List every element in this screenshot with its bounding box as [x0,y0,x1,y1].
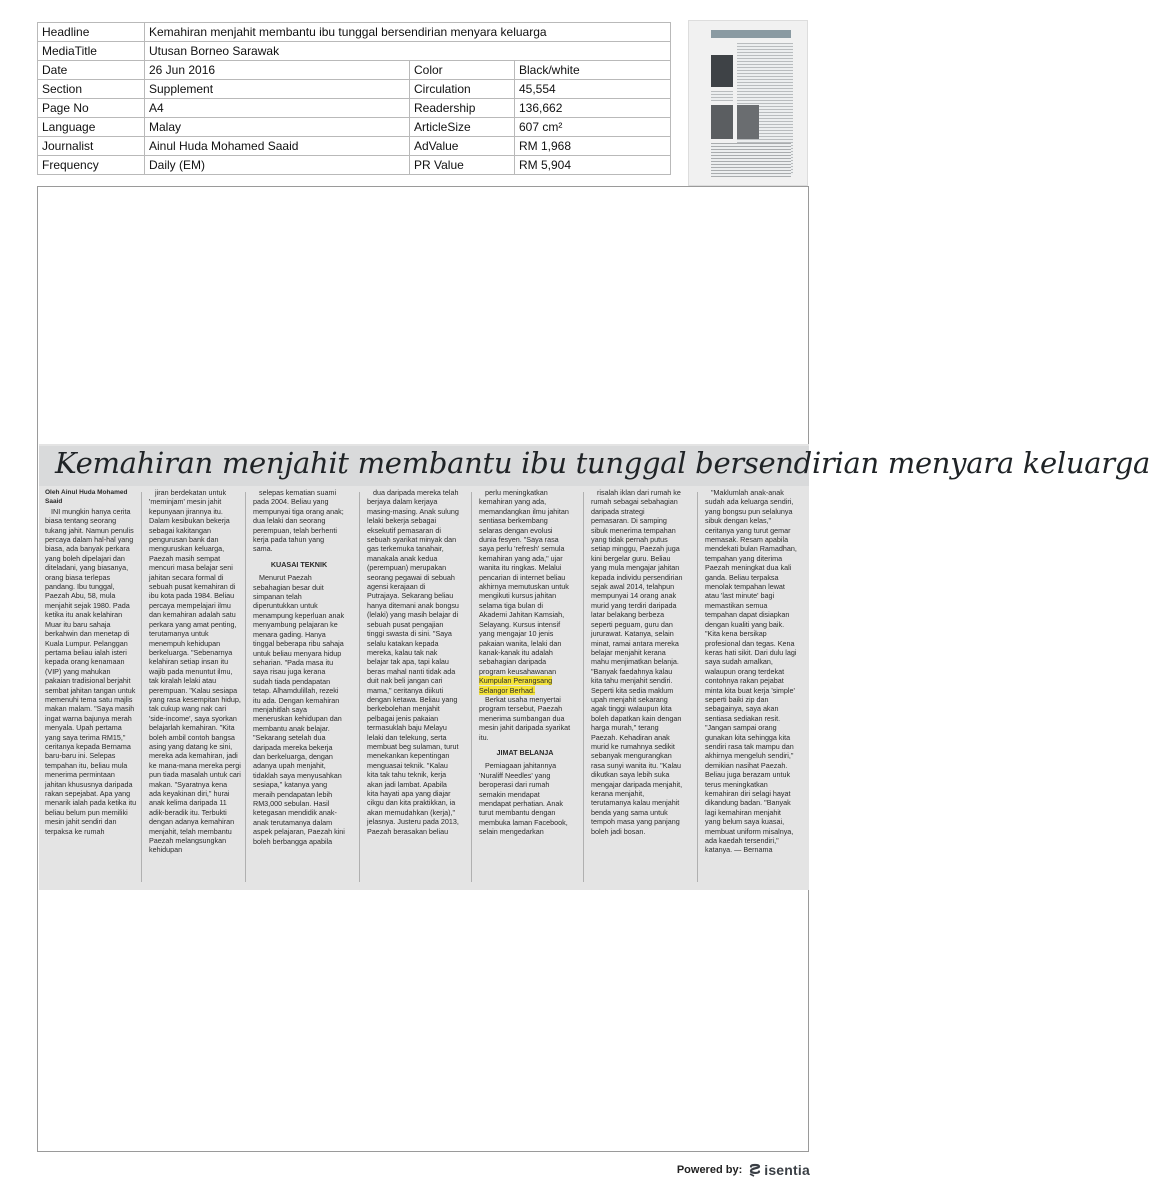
metadata-row [38,80,671,99]
article-column-4 [367,488,459,886]
metadata-label: Language [38,118,145,137]
article-byline: Oleh Ainul Huda Mohamed Saaid [45,489,128,506]
article-metadata-table [37,22,671,175]
metadata-row [38,42,671,61]
article-column-3 [253,488,345,886]
article-column-6 [591,488,683,886]
metadata-value: 45,554 [515,80,671,99]
column-divider [359,492,360,882]
column-divider [471,492,472,882]
column-text: Berkat usaha menyertai program tersebut, Paezah menerima sumbangan dua mesin jahit daripada syarikat itu. [479,694,571,742]
footer-branding [677,1161,810,1179]
article-column-2 [149,488,241,886]
metadata-label: Section [38,80,145,99]
metadata-value: A4 [145,99,410,118]
metadata-label: Color [410,61,515,80]
article-column-1 [45,488,137,886]
column-text: risalah iklan dari rumah ke rumah sebagai sebahagian daripada strategi pemasaran. Di samping sibuk menerima tempahan yang tidak pernah putus setiap minggu, Paezah juga kini bergelar guru. Beliau yang mula mengajar jahitan kepada individu persendirian sejak awal 2014, telahpun mempunyai 14 orang anak murid yang terdiri daripada latar belakang berbeza seperti peguam, guru dan jururawat. Katanya, selain minat, ramai antara mereka belajar menjahit kerana mahu menjimatkan belanja. "Banyak faedahnya kalau kita tahu menjahit sendiri. Seperti kita sedia maklum upah menjahit sekarang agak tinggi walaupun kita boleh dapatkan kain dengan harga murah," terang Paezah. Kehadiran anak murid ke rumahnya sedikit sebanyak mengurangkan rasa sunyi wanita itu. "Kalau dikutkan saya lebih suka mengajar daripada menjahit, kerana menjahit, terutamanya kalau menjahit benda yang sama untuk tempoh masa yang panjang boleh jadi bosan. [591,488,683,836]
column-text: Menurut Paezah sebahagian besar duit simpanan telah diperuntukkan untuk menampung keperluan anak menyambung pelajaran ke menara gading. Hanya tinggal beberapa ribu sahaja untuk beliau menyara hidup seharian. "Pada masa itu saya risau juga kerana sudah tiada pendapatan tetap. Alhamdulillah, rezeki itu ada. Dengan kemahiran menjahitlah saya meneruskan kehidupan dan membantu anak belajar. "Sekarang setelah dua daripada mereka bekerja dan berkeluarga, dengan adanya upah menjahit, tidaklah saya menyusahkan sesiapa," katanya yang meraih pendapatan lebih RM3,000 sebulan. Hasil ketegasan mendidik anak-anak terutamanya dalam aspek pelajaran, Paezah kini boleh berbangga apabila [253,573,345,846]
subheading-jimat-belanja: JIMAT BELANJA [496,747,554,757]
column-divider [245,492,246,882]
metadata-label: Date [38,61,145,80]
article-columns [39,488,809,890]
thumbnail-photo [737,105,759,139]
metadata-value: RM 1,968 [515,137,671,156]
metadata-row [38,156,671,175]
column-divider [697,492,698,882]
metadata-label: Circulation [410,80,515,99]
news-clipping [39,444,1150,890]
isentia-logo-icon [748,1163,762,1177]
metadata-value: Kemahiran menjahit membantu ibu tunggal bersendirian menyara keluarga [145,23,671,42]
metadata-label: PR Value [410,156,515,175]
column-text: "Maklumlah anak-anak sudah ada keluarga sendiri, yang bongsu pun selalunya sibuk dengan kelas," ceritanya yang turut gemar memasak. Resam apabila mendekati bulan Ramadhan, tempahan yang diterima Paezah meningkat dua kali ganda. Beliau terpaksa menolak tempahan lewat atau 'last minute' bagi memastikan semua tempahan dapat disiapkan dengan kualiti yang baik. "Kita kena bersikap profesional dan tegas. Kena keras hati sikit. Dari dulu lagi saya sudah amalkan, walaupun orang terdekat contohnya rakan pejabat minta kita buat kerja 'simple' seperti baiki zip dan sebagainya, saya akan sentiasa sediakan resit. "Jangan sampai orang gunakan kita sehingga kita sendiri rasa tak mampu dan akhirnya mengeluh sendiri," demikian nasihat Paezah. Beliau juga berazam untuk terus meningkatkan kemahiran diri selagi hayat dikandung badan. "Banyak lagi kemahiran menjahit yang belum saya kuasai, membuat uniform misalnya, ada kaedah tersendiri," katanya. — Bernama [705,488,797,855]
thumbnail-headline-bar [711,30,791,38]
metadata-row [38,99,671,118]
column-text: dua daripada mereka telah berjaya dalam kerjaya masing-masing. Anak sulung lelaki bekerja sebagai eksekutif pemasaran di sebuah syarikat minyak dan gas terkemuka tanahair, manakala anak kedua (perempuan) merupakan seorang pegawai di sebuah agensi kerajaan di Putrajaya. Sekarang beliau hanya ditemani anak bongsu (lelaki) yang masih belajar di sebuah pusat pengajian tinggi swasta di sini. "Saya selalu katakan kepada mereka, kalau tak nak belajar tak apa, tapi kalau beras mahal nanti tidak ada duit nak beli jangan cari mama," ceritanya diikuti dengan ketawa. Beliau yang berkebolehan menjahit pelbagai jenis pakaian termasuklah baju Melayu lelaki dan telekung, serta membuat beg sulaman, turut menekankan kepentingan menguasai teknik. "Kalau kita tak tahu teknik, kerja akan jadi lambat. Apabila kita hayati apa yang diajar cikgu dan kita praktikkan, ia akan memudahkan (kerja)," jelasnya. Justeru pada 2013, Paezah berasakan beliau [367,488,459,836]
thumbnail-text-block [711,91,733,101]
metadata-row [38,61,671,80]
metadata-label: Journalist [38,137,145,156]
metadata-label: MediaTitle [38,42,145,61]
subheading-kuasai-teknik: KUASAI TEKNIK [270,559,328,569]
metadata-label: Frequency [38,156,145,175]
metadata-value: Black/white [515,61,671,80]
thumbnail-text-block [711,143,791,177]
metadata-row [38,118,671,137]
metadata-label: ArticleSize [410,118,515,137]
column-text: INI mungkin hanya cerita biasa tentang seorang tukang jahit. Namun penulis percaya dalam hal-hal yang biasa, ada banyak perkara yang boleh dipelajari dan diteladani, yang biasanya, orang biasa terlepas pandang. Ibu tunggal, Paezah Abu, 58, mula menjahit sejak 1980. Pada ketika itu anak kelahiran Muar itu baru sahaja berkahwin dan menetap di Kuala Lumpur. Pelanggan pertama beliau ialah isteri kepada orang kenamaan (VIP) yang mahukan pakaian tradisional berjahit sembat jahitan tangan untuk memenuhi tema satu majlis makan malam. "Saya masih ingat warna bajunya merah menyala. Upah pertama yang saya terima RM15," ceritanya kepada Bernama baru-baru ini. Selepas tempahan itu, beliau mula menerima permintaan jahitan khususnya daripada rakan sepejabat. Apa yang menarik ialah pada ketika itu beliau belum pun memiliki mesin jahit sendiri dan terpaksa ke rumah [45,506,137,836]
metadata-value: RM 5,904 [515,156,671,175]
article-column-7 [705,488,797,886]
highlighted-company-name: Kumpulan Perangsang Selangor Berhad. [479,676,553,695]
metadata-row [38,137,671,156]
metadata-row [38,23,671,42]
metadata-value: 136,662 [515,99,671,118]
metadata-value: Malay [145,118,410,137]
metadata-value: 607 cm² [515,118,671,137]
thumbnail-photo [711,105,733,139]
metadata-value: Supplement [145,80,410,99]
column-text: jiran berdekatan untuk 'meminjam' mesin jahit kepunyaan jirannya itu. Dalam kesibukan bekerja sebagai kakitangan pengurusan bank dan menguruskan keluarga, Paezah masih sempat mencuri masa belajar seni jahitan secara formal di sebuah pusat kemahiran di ibu kota pada 1984. Beliau percaya mempelajari ilmu dan kemahiran adalah satu perkara yang amat penting, terutamanya untuk menempuh kehidupan berkeluarga. "Sebenarnya kelahiran setiap insan itu wajib pada menuntut ilmu, tak kiralah lelaki atau perempuan. "Kalau sesiapa yang rasa kesempitan hidup, tak cukup wang nak cari 'side-income', saya syorkan belajarlah kemahiran. "Kita boleh ambil contoh bangsa asing yang datang ke sini, mereka ada kemahiran, jadi ke mana-mana mereka pergi pun tiada masalah untuk cari makan. "Syaratnya kena ada keyakinan diri," hurai anak kelima daripada 11 adik-beradik itu. Terbukti dengan adanya kemahiran menjahit, telah membantu Paezah melangsungkan kehidupan [149,488,241,855]
metadata-label: AdValue [410,137,515,156]
column-text: selepas kematian suami pada 2004. Beliau yang mempunyai tiga orang anak; dua lelaki dan seorang perempuan, telah berhenti kerja pada tahun yang sama. [253,488,344,554]
column-text [479,488,571,695]
metadata-value: Ainul Huda Mohamed Saaid [145,137,410,156]
page-thumbnail[interactable] [688,20,808,186]
thumbnail-photo [711,55,733,87]
column-divider [583,492,584,882]
metadata-value: Utusan Borneo Sarawak [145,42,671,61]
metadata-value: Daily (EM) [145,156,410,175]
metadata-value: 26 Jun 2016 [145,61,410,80]
column-text-span: perlu meningkatkan kemahiran yang ada, memandangkan ilmu jahitan sentiasa berkembang selaras dengan evolusi dunia fesyen. "Saya rasa saya perlu 'refresh' semula kemahiran yang ada," ujar wanita itu ringkas. Melalui pencarian di internet beliau akhirnya memutuskan untuk mengikuti kursus jahitan selama tiga bulan di Akademi Jahitan Kamsiah, Selayang. Kursus intensif yang mengajar 10 jenis pakaian wanita, lelaki dan kanak-kanak itu adalah sebahagian daripada program keusahawanan [479,488,569,676]
article-column-5 [479,488,571,886]
column-divider [141,492,142,882]
metadata-label: Readership [410,99,515,118]
powered-by-label: Powered by: [676,1164,743,1176]
column-text: Pemiagaan jahitannya 'Nuraliff Needles' yang beroperasi dari rumah semakin mendapat mendapat perhatian. Anak turut membantu dengan membuka laman Facebook, selain mengedarkan [479,761,568,837]
clipping-headline: Kemahiran menjahit membantu ibu tunggal bersendirian menyara keluarga [39,446,809,486]
isentia-brand: isentia [764,1162,810,1178]
metadata-label: Headline [38,23,145,42]
metadata-label: Page No [38,99,145,118]
